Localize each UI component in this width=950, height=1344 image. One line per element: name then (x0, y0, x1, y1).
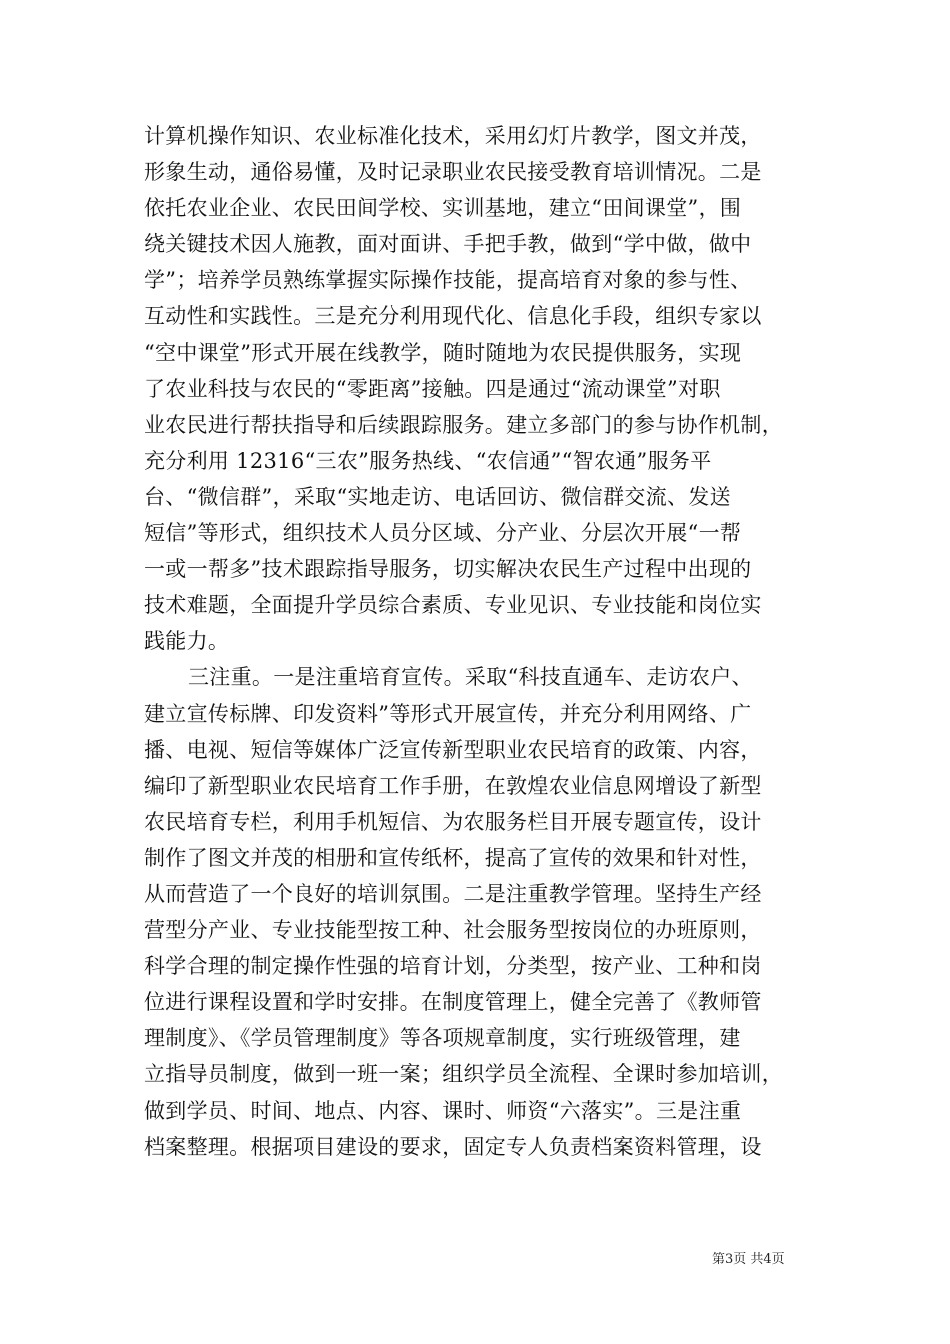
text-line: 短信”等形式，组织技术人员分区域、分产业、分层次开展“一帮 (144, 521, 742, 546)
text-line: 编印了新型职业农民培育工作手册，在敦煌农业信息网增设了新型 (144, 773, 762, 798)
text-line: 制作了图文并茂的相册和宣传纸杯，提高了宣传的效果和针对性， (144, 845, 762, 870)
text-line: 技术难题，全面提升学员综合素质、专业见识、专业技能和岗位实 (144, 593, 762, 618)
text-line: 位进行课程设置和学时安排。在制度管理上，健全完善了《教师管 (144, 990, 762, 1015)
text-line: 建立宣传标牌、印发资料”等形式开展宣传，并充分利用网络、广 (144, 701, 752, 726)
text-line: 一或一帮多”技术跟踪指导服务，切实解决农民生产过程中出现的 (144, 557, 752, 582)
text-line: 营型分产业、专业技能型按工种、社会服务型按岗位的办班原则， (144, 918, 762, 943)
paragraph-start-line: 三注重。一是注重培育宣传。采取“科技直通车、走访农户、 (188, 665, 753, 690)
text-line: 科学合理的制定操作性强的培育计划，分类型，按产业、工种和岗 (144, 954, 762, 979)
text-line: 充分利用 12316“三农”服务热线、“农信通”“智农通”服务平 (144, 448, 712, 473)
text-line: 互动性和实践性。三是充分利用现代化、信息化手段，组织专家以 (144, 304, 762, 329)
text-line: “空中课堂”形式开展在线教学，随时随地为农民提供服务，实现 (144, 340, 742, 365)
text-line: 学”；培养学员熟练掌握实际操作技能，提高培育对象的参与性、 (144, 268, 752, 293)
body-text (144, 118, 818, 1165)
text-line: 践能力。 (144, 629, 230, 654)
text-line: 立指导员制度，做到一班一案；组织学员全流程、全课时参加培训， (144, 1062, 783, 1087)
text-line: 理制度》、《学员管理制度》等各项规章制度，实行班级管理，建 (144, 1026, 741, 1051)
text-line: 台、“微信群”，采取“实地走访、电话回访、微信群交流、发送 (144, 484, 731, 509)
text-line: 了农业科技与农民的“零距离”接触。四是通过“流动课堂”对职 (144, 376, 721, 401)
text-line: 计算机操作知识、农业标准化技术，采用幻灯片教学，图文并茂， (144, 124, 762, 148)
text-line: 播、电视、短信等媒体广泛宣传新型职业农民培育的政策、内容， (144, 737, 762, 762)
page-number: 第3页 共4页 (712, 1252, 785, 1267)
text-line: 绕关键技术因人施教，面对面讲、手把手教，做到“学中做，做中 (144, 232, 752, 257)
text-line: 档案整理。根据项目建设的要求，固定专人负责档案资料管理，设 (144, 1134, 762, 1159)
text-line: 依托农业企业、农民田间学校、实训基地，建立“田间课堂”，围 (144, 196, 742, 221)
text-line: 业农民进行帮扶指导和后续跟踪服务。建立多部门的参与协作机制， (144, 412, 783, 437)
text-line: 形象生动，通俗易懂，及时记录职业农民接受教育培训情况。二是 (144, 160, 762, 185)
text-line: 做到学员、时间、地点、内容、课时、师资“六落实”。三是注重 (144, 1098, 742, 1123)
text-line: 从而营造了一个良好的培训氛围。二是注重教学管理。坚持生产经 (144, 881, 762, 906)
text-line: 农民培育专栏，利用手机短信、为农服务栏目开展专题宣传，设计 (144, 809, 762, 834)
